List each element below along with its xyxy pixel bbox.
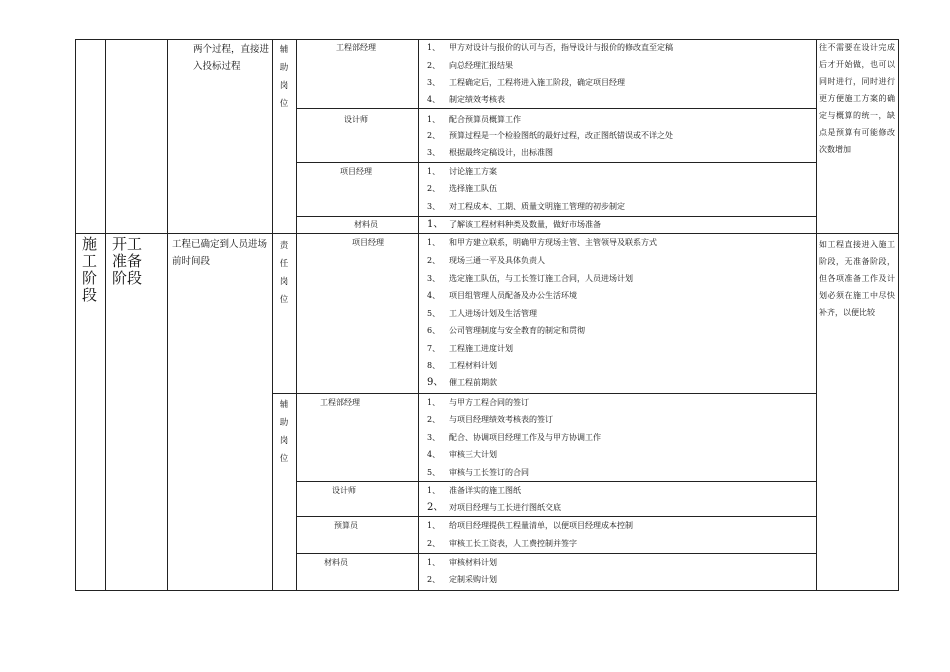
grid-line: [75, 233, 899, 234]
duty-item: 1、 准备详实的施工图纸: [427, 486, 521, 495]
role-name: 设计师: [332, 486, 356, 495]
duty-item: 9、 催工程前期款: [427, 377, 497, 388]
duty-item: 4、 制定绩效考核表: [427, 95, 505, 104]
duty-item: 8、 工程材料计划: [427, 361, 497, 370]
grid-line: [898, 39, 899, 591]
grid-line: [296, 108, 816, 109]
grid-line: [418, 39, 419, 591]
grid-line: [272, 39, 273, 591]
duty-item: 2、 向总经理汇报结果: [427, 61, 513, 70]
duty-item: 1、 配合预算员概算工作: [427, 115, 521, 124]
grid-line: [296, 162, 816, 163]
sub-stage-title: 开工准备阶段: [112, 235, 143, 287]
resp-position-label: 责任岗位: [279, 241, 289, 305]
duty-item: 1、 甲方对设计与报价的认可与否，指导设计与报价的修改直至定稿: [427, 43, 673, 52]
grid-line: [75, 39, 76, 591]
duty-item: 2、 现场三通一平及具体负责人: [427, 256, 545, 265]
grid-line: [272, 393, 816, 394]
grid-line: [296, 553, 816, 554]
grid-line: [105, 39, 106, 591]
duty-item: 7、 工程施工进度计划: [427, 344, 513, 353]
phase-description: 两个过程，直接进入投标过程: [193, 44, 270, 72]
duty-item: 3、 选定施工队伍，与工长签订施工合同，人员进场计划: [427, 274, 633, 283]
grid-line: [75, 590, 899, 591]
role-name: 设计师: [344, 115, 368, 124]
duty-item: 2、 对项目经理与工长进行图纸交底: [427, 502, 561, 513]
aux-position-label: 辅助岗位: [279, 400, 289, 464]
grid-line: [296, 481, 816, 482]
duty-item: 2、 与项目经理绩效考核表的签订: [427, 415, 553, 424]
grid-line: [296, 516, 816, 517]
duty-item: 1、 了解该工程材料种类及数量，做好市场准备: [427, 219, 601, 230]
duty-item: 1、 给项目经理提供工程量清单，以便项目经理成本控制: [427, 521, 633, 530]
aux-position-label: 辅助岗位: [279, 45, 289, 109]
grid-line: [75, 39, 899, 40]
duty-item: 6、 公司管理制度与安全教育的制定和贯彻: [427, 326, 585, 335]
role-name: 项目经理: [352, 238, 384, 247]
grid-line: [167, 39, 168, 591]
stage-title: 施工阶段: [82, 235, 98, 304]
role-name: 材料员: [354, 220, 378, 229]
role-name: 材料员: [324, 558, 348, 567]
duty-item: 5、 工人进场计划及生活管理: [427, 309, 537, 318]
remark-note: 如工程直接进入施工阶段，无准备阶段，但各项准备工作及计划必须在施工中尽快补齐，以便比较: [819, 240, 895, 317]
grid-line: [816, 39, 817, 591]
duty-item: 5、 审核与工长签订的合同: [427, 468, 529, 477]
grid-line: [296, 39, 297, 591]
duty-item: 3、 工程确定后，工程将进入施工阶段，确定项目经理: [427, 78, 625, 87]
role-name: 工程部经理: [320, 398, 360, 407]
duty-item: 1、 讨论施工方案: [427, 167, 497, 176]
grid-line: [296, 216, 816, 217]
duty-item: 3、 配合、协调项目经理工作及与甲方协调工作: [427, 433, 601, 442]
duty-item: 4、 项目组管理人员配备及办公生活环境: [427, 291, 577, 300]
duty-item: 2、 定制采购计划: [427, 575, 497, 584]
role-name: 工程部经理: [336, 43, 376, 52]
role-name: 预算员: [334, 521, 358, 530]
phase-description: 工程已确定到人员进场前时间段: [172, 239, 268, 267]
duty-item: 1、 和甲方建立联系，明确甲方现场主管、主管领导及联系方式: [427, 238, 657, 247]
duty-item: 2、 预算过程是一个检验图纸的最好过程，改正图纸错误或不详之处: [427, 131, 673, 140]
duty-item: 4、 审核三大计划: [427, 450, 497, 459]
duty-item: 3、 对工程成本、工期、质量文明施工管理的初步制定: [427, 202, 625, 211]
duty-item: 3、 根据最终定稿设计，出标准图: [427, 148, 553, 157]
duty-item: 1、 与甲方工程合同的签订: [427, 398, 529, 407]
duty-item: 2、 审核工长工资表，人工费控制并签字: [427, 539, 577, 548]
remark-note: 往不需要在设计完成后才开始做，也可以同时进行，同时进行更方便施工方案的确定与概算的统一，缺点是预算有可能修改次数增加: [819, 43, 895, 154]
duty-item: 2、 选择施工队伍: [427, 184, 497, 193]
role-name: 项目经理: [340, 167, 372, 176]
duty-item: 1、 审核材料计划: [427, 558, 497, 567]
